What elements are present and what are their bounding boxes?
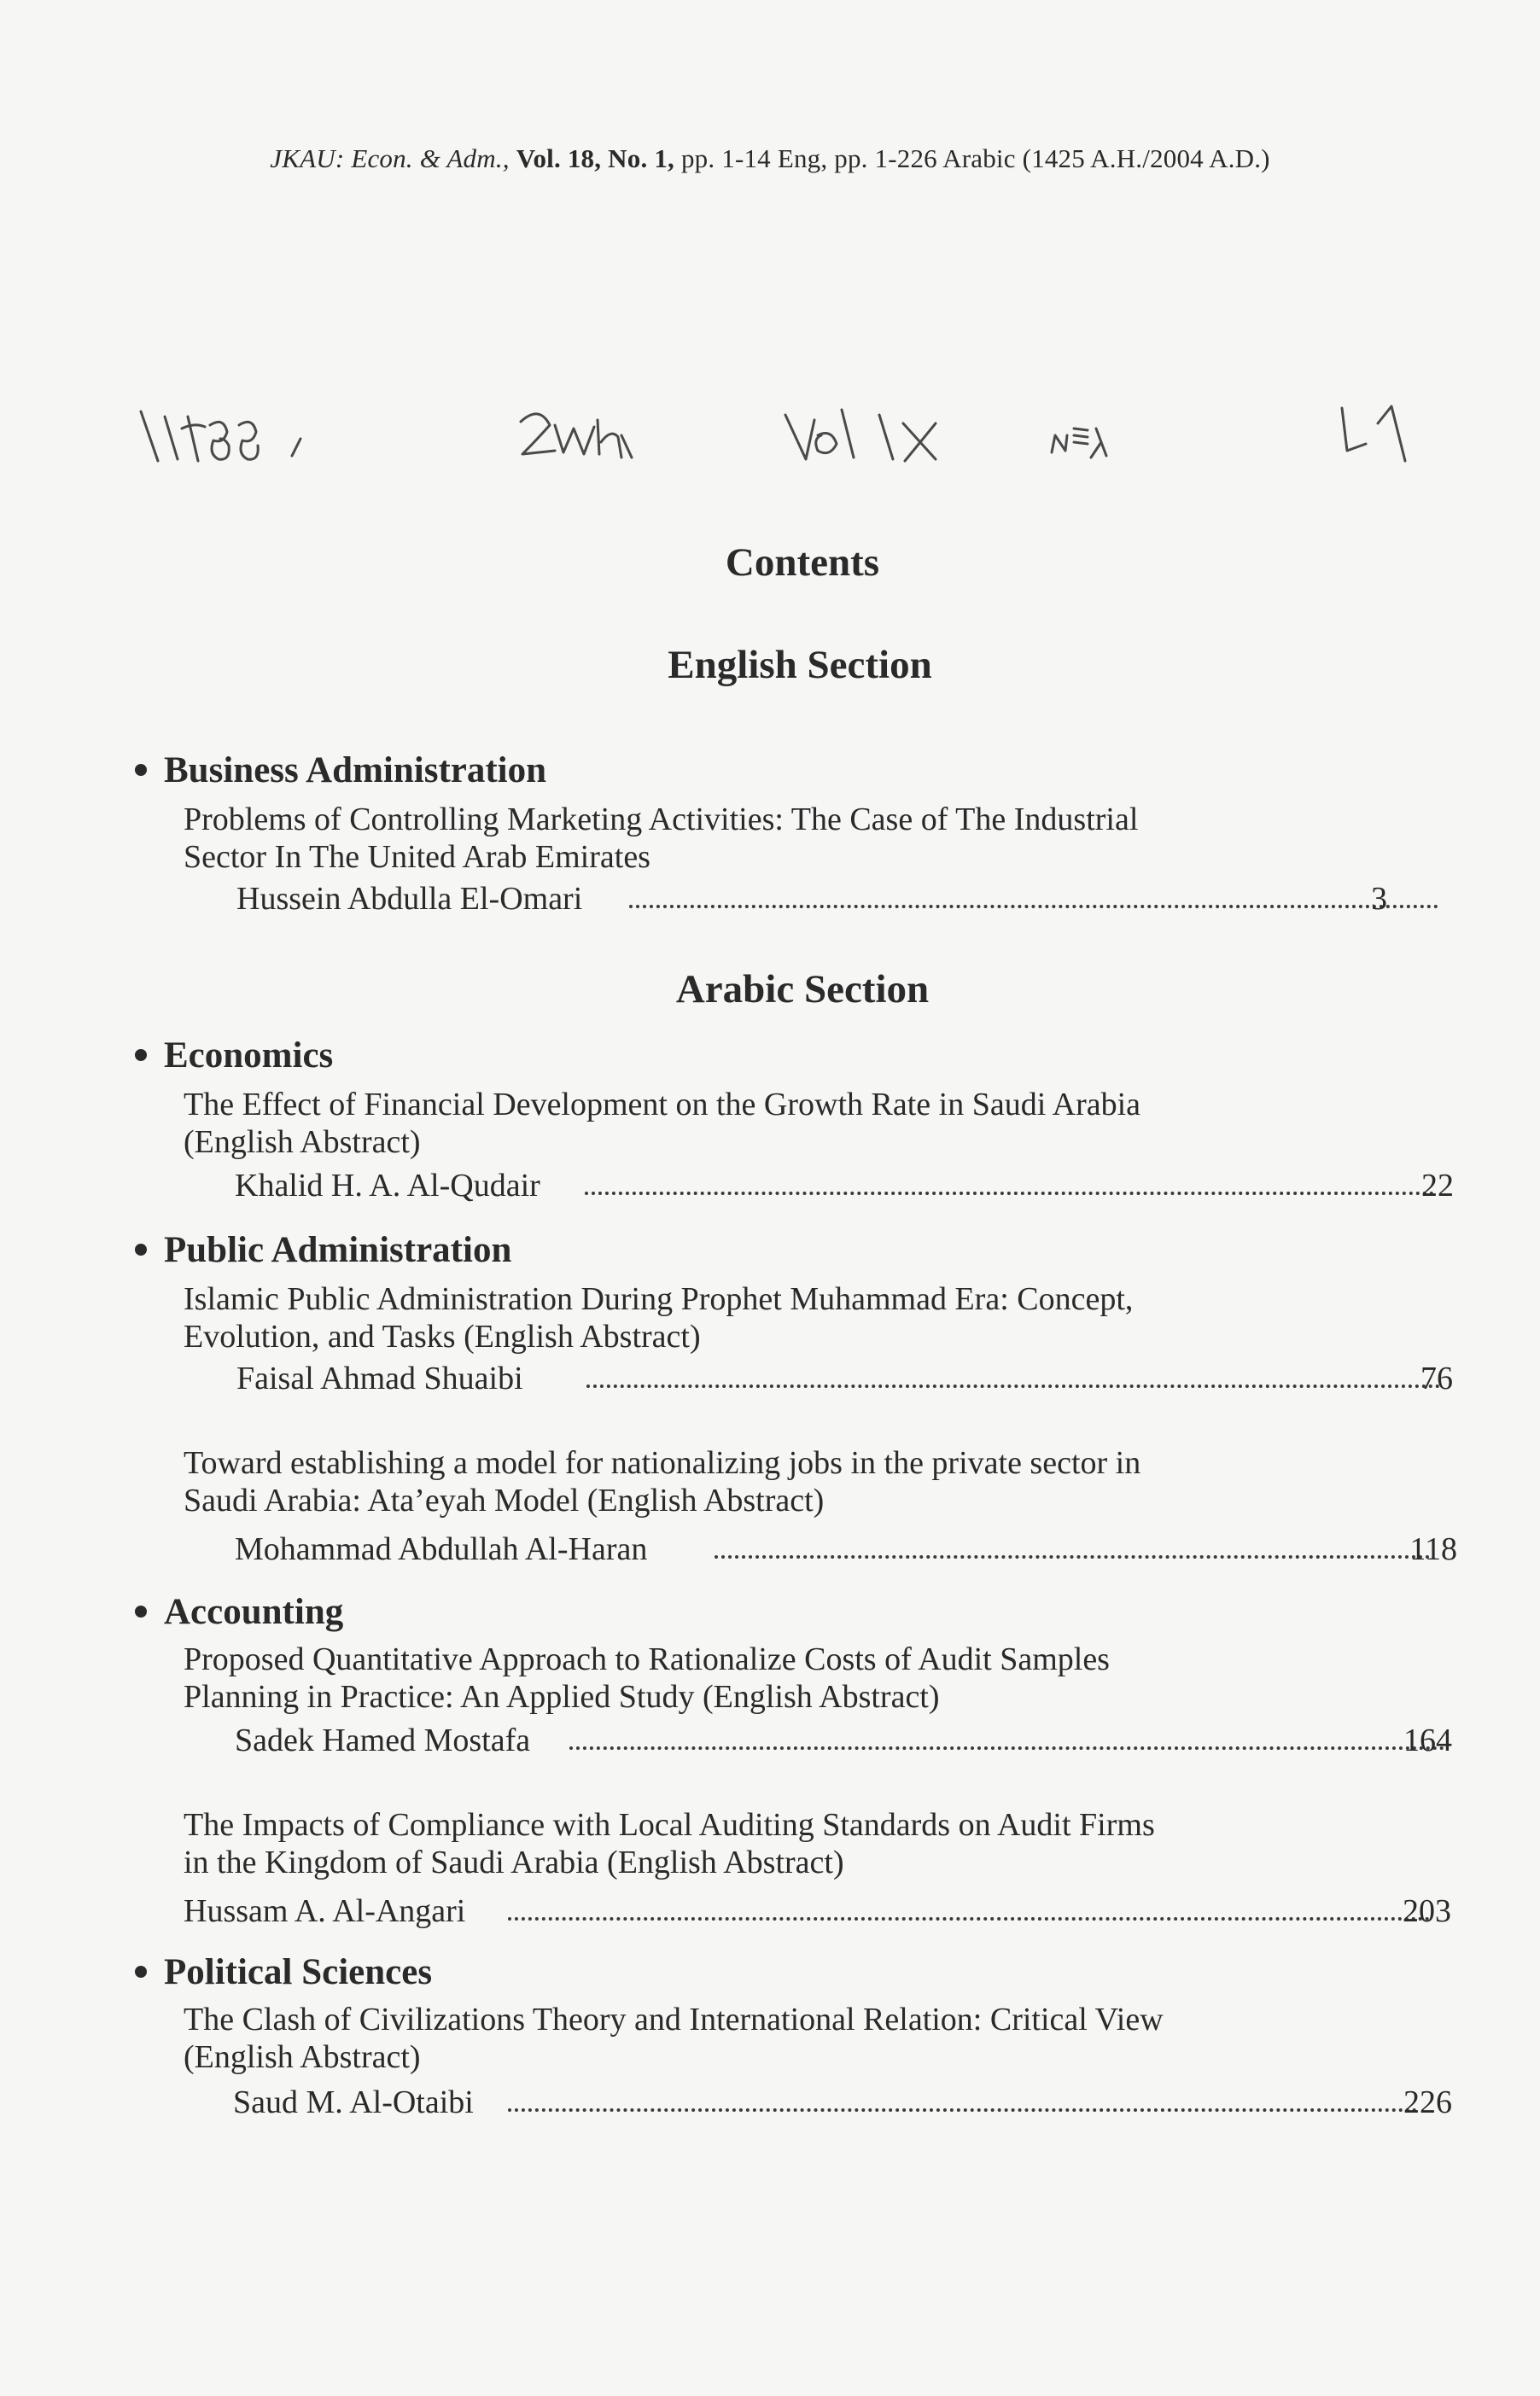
category-label: Business Administration <box>164 750 547 790</box>
english-section-heading: English Section <box>668 643 932 687</box>
author-row <box>184 1530 1457 1569</box>
category-business-administration <box>135 749 546 791</box>
entry-title <box>184 801 1293 876</box>
entry-title-line: in the Kingdom of Saudi Arabia (English Abstract) <box>184 1845 844 1880</box>
entry-title-line: Planning in Practice: An Applied Study (English Abstract) <box>184 1679 940 1715</box>
entry-title-line: (English Abstract) <box>184 1124 421 1160</box>
volume-issue: Vol. 18, No. 1, <box>516 143 674 173</box>
entry-title-line: Evolution, and Tasks (English Abstract) <box>184 1319 701 1355</box>
category-label: Political Sciences <box>164 1952 433 1992</box>
bullet-icon <box>135 1049 147 1061</box>
journal-name: JKAU: Econ. & Adm., <box>270 143 510 173</box>
category-political-sciences <box>135 1951 432 1993</box>
entry-title <box>184 1280 1293 1355</box>
entry-title-line: Problems of Controlling Marketing Activities: The Case of The Industrial <box>184 802 1139 837</box>
author-name: Hussein Abdulla El-Omari <box>236 881 583 917</box>
arabic-section-heading: Arabic Section <box>675 967 930 1011</box>
page-number: 22 <box>1421 1168 1454 1204</box>
entry-title-line: Toward establishing a model for nationalizing jobs in the private sector in <box>184 1445 1141 1481</box>
entry-title-line: (English Abstract) <box>184 2039 421 2075</box>
page-number: 118 <box>1409 1531 1457 1567</box>
page-number: 226 <box>1403 2084 1452 2120</box>
category-economics <box>135 1035 333 1076</box>
author-name: Saud M. Al-Otaibi <box>233 2084 474 2120</box>
category-accounting <box>135 1591 343 1633</box>
author-row <box>184 879 1387 918</box>
page-number: 164 <box>1403 1723 1452 1758</box>
author-name: Mohammad Abdullah Al-Haran <box>235 1531 648 1567</box>
entry-title-line: Islamic Public Administration During Prophet Muhammad Era: Concept, <box>184 1281 1134 1317</box>
author-row <box>184 1892 1451 1931</box>
page-number: 3 <box>1371 881 1387 917</box>
dot-leader <box>585 1192 1434 1195</box>
category-label: Public Administration <box>164 1230 512 1270</box>
entry-title <box>184 2001 1293 2076</box>
author-name: Hussam A. Al-Angari <box>184 1893 466 1929</box>
entry-title <box>184 1086 1293 1161</box>
contents-title: Contents <box>725 540 880 585</box>
bullet-icon <box>135 1244 147 1256</box>
entry-title-line: Saudi Arabia: Ata’eyah Model (English Abstract) <box>184 1483 825 1519</box>
handwritten-annotation <box>0 376 1540 487</box>
journal-citation-header <box>0 143 1540 174</box>
entry-title-line: The Impacts of Compliance with Local Auditing Standards on Audit Firms <box>184 1807 1155 1843</box>
entry-title <box>184 1641 1293 1716</box>
page-range: pp. 1-14 Eng, pp. 1-226 Arabic (1425 A.H./2004 A.D.) <box>680 143 1270 173</box>
entry-title <box>184 1806 1293 1881</box>
category-label: Economics <box>164 1035 334 1076</box>
dot-leader <box>715 1555 1430 1559</box>
author-name: Khalid H. A. Al-Qudair <box>235 1168 540 1204</box>
dot-leader <box>508 1917 1430 1921</box>
dot-leader <box>569 1746 1444 1750</box>
dot-leader <box>586 1385 1440 1388</box>
author-row <box>184 1359 1453 1398</box>
author-name: Sadek Hamed Mostafa <box>235 1723 531 1758</box>
author-name: Faisal Ahmad Shuaibi <box>236 1361 523 1396</box>
page-number: 203 <box>1403 1893 1451 1929</box>
entry-title-line: The Effect of Financial Development on the Growth Rate in Saudi Arabia <box>184 1087 1141 1122</box>
author-row <box>184 1166 1454 1205</box>
entry-title-line: Proposed Quantitative Approach to Rationalize Costs of Audit Samples <box>184 1641 1110 1677</box>
entry-title <box>184 1444 1293 1519</box>
category-label: Accounting <box>164 1592 344 1632</box>
author-row <box>184 2083 1452 2122</box>
category-public-administration <box>135 1229 511 1271</box>
dot-leader <box>508 2108 1417 2112</box>
bullet-icon <box>135 1606 147 1618</box>
author-row <box>184 1721 1452 1760</box>
bullet-icon <box>135 1966 147 1978</box>
entry-title-line: Sector In The United Arab Emirates <box>184 839 650 875</box>
page-number: 76 <box>1420 1361 1453 1396</box>
entry-title-line: The Clash of Civilizations Theory and International Relation: Critical View <box>184 2002 1164 2037</box>
bullet-icon <box>135 764 147 776</box>
